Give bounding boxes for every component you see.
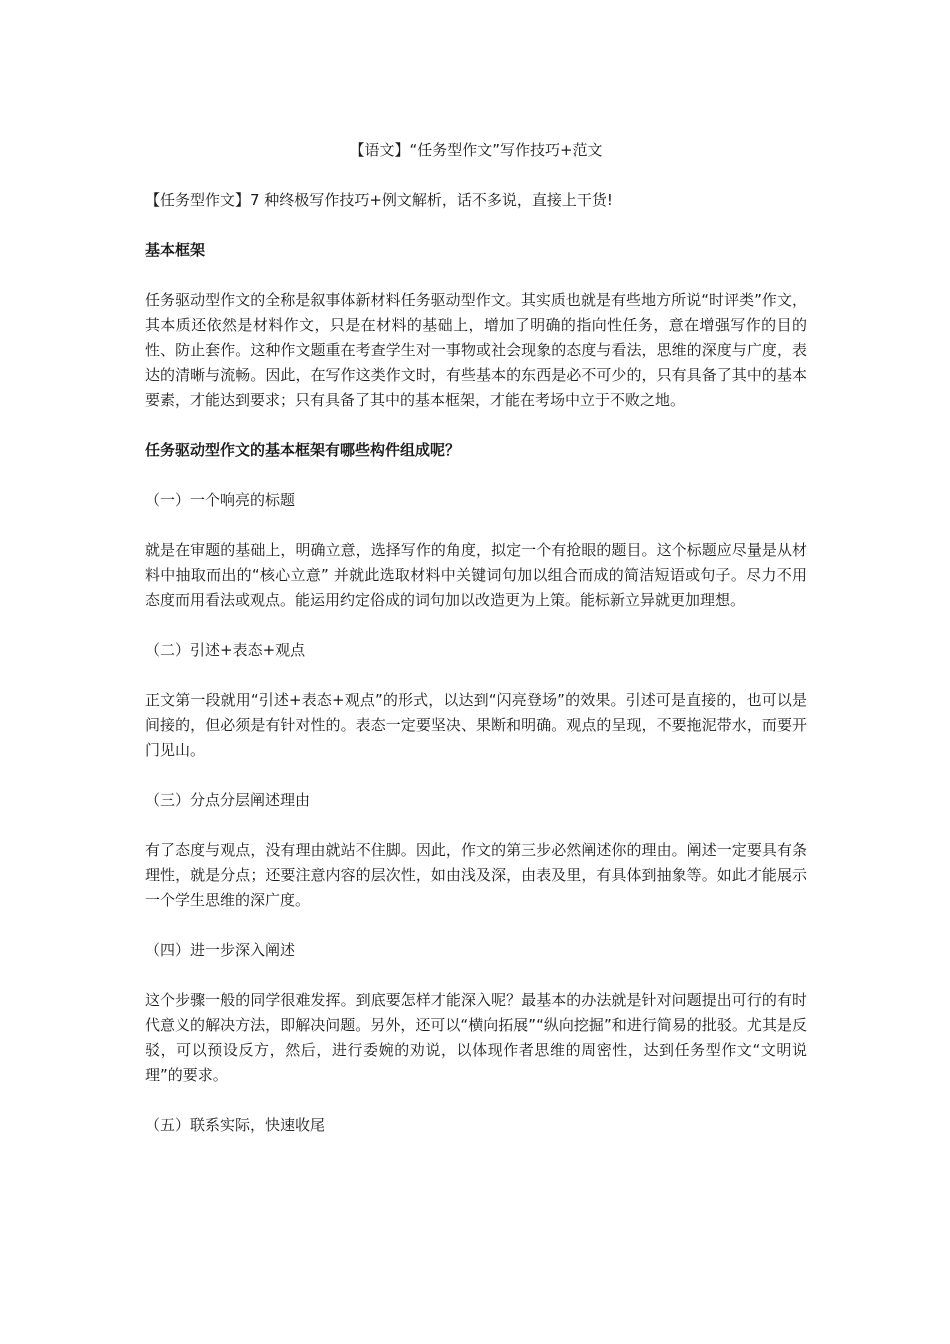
document-title: 【语文】“任务型作文”写作技巧+范文 [349, 141, 603, 159]
point-heading-3: （三）分点分层阐述理由 [145, 791, 311, 809]
definition-paragraph: 任务驱动型作文的全称是叙事体新材料任务驱动型作文。其实质也就是有些地方所说“时评类”作文，其本质还依然是材料作文，只是在材料的基础上，增加了明确的指向性任务，意在增强写作的目的性、防止套作。这种作文题重在考查学生对一事物或社会现象的态度与看法，思维的深度与广度，表达的清晰与流畅。因此，在写作这类作文时，有些基本的东西是必不可少的，只有具备了其中的基本要素，才能达到要求；只有具备了其中的基本框架，才能在考场中立于不败之地。 [145, 291, 807, 409]
question-heading: 任务驱动型作文的基本框架有哪些构件组成呢？ [145, 441, 461, 459]
point-body-2: 正文第一段就用“引述+表态+观点”的形式，以达到“闪亮登场”的效果。引述可是直接的，也可以是间接的，但必须是有针对性的。表态一定要坚决、果断和明确。观点的呈现，不要拖泥带水，而要开门见山。 [145, 691, 807, 759]
point-heading-1: （一）一个响亮的标题 [145, 491, 296, 509]
document-body [145, 138, 807, 1163]
point-body-4: 这个步骤一般的同学很难发挥。到底要怎样才能深入呢？最基本的办法就是针对问题提出可行的有时代意义的解决方法，即解决问题。另外，还可以“横向拓展”“纵向挖掘”和进行简易的批驳。尤其是反驳，可以预设反方，然后，进行委婉的劝说，以体现作者思维的周密性，达到任务型作文“文明说理”的要求。 [145, 991, 807, 1084]
intro-line: 【任务型作文】7 种终极写作技巧+例文解析，话不多说，直接上干货! [145, 191, 613, 209]
point-heading-2: （二）引述+表态+观点 [145, 641, 306, 659]
point-body-3: 有了态度与观点，没有理由就站不住脚。因此，作文的第三步必然阐述你的理由。阐述一定要具有条理性，就是分点；还要注意内容的层次性，如由浅及深，由表及里，有具体到抽象等。如此才能展示一个学生思维的深广度。 [145, 841, 807, 909]
point-heading-4: （四）进一步深入阐述 [145, 941, 296, 959]
section-heading: 基本框架 [145, 241, 206, 259]
point-body-1: 就是在审题的基础上，明确立意，选择写作的角度，拟定一个有抢眼的题目。这个标题应尽量是从材料中抽取而出的“核心立意” 并就此选取材料中关键词句加以组合而成的简洁短语或句子。尽力不用态度而用看法或观点。能运用约定俗成的词句加以改造更为上策。能标新立异就更加理想。 [145, 541, 807, 609]
point-heading-5: （五）联系实际，快速收尾 [145, 1116, 326, 1134]
